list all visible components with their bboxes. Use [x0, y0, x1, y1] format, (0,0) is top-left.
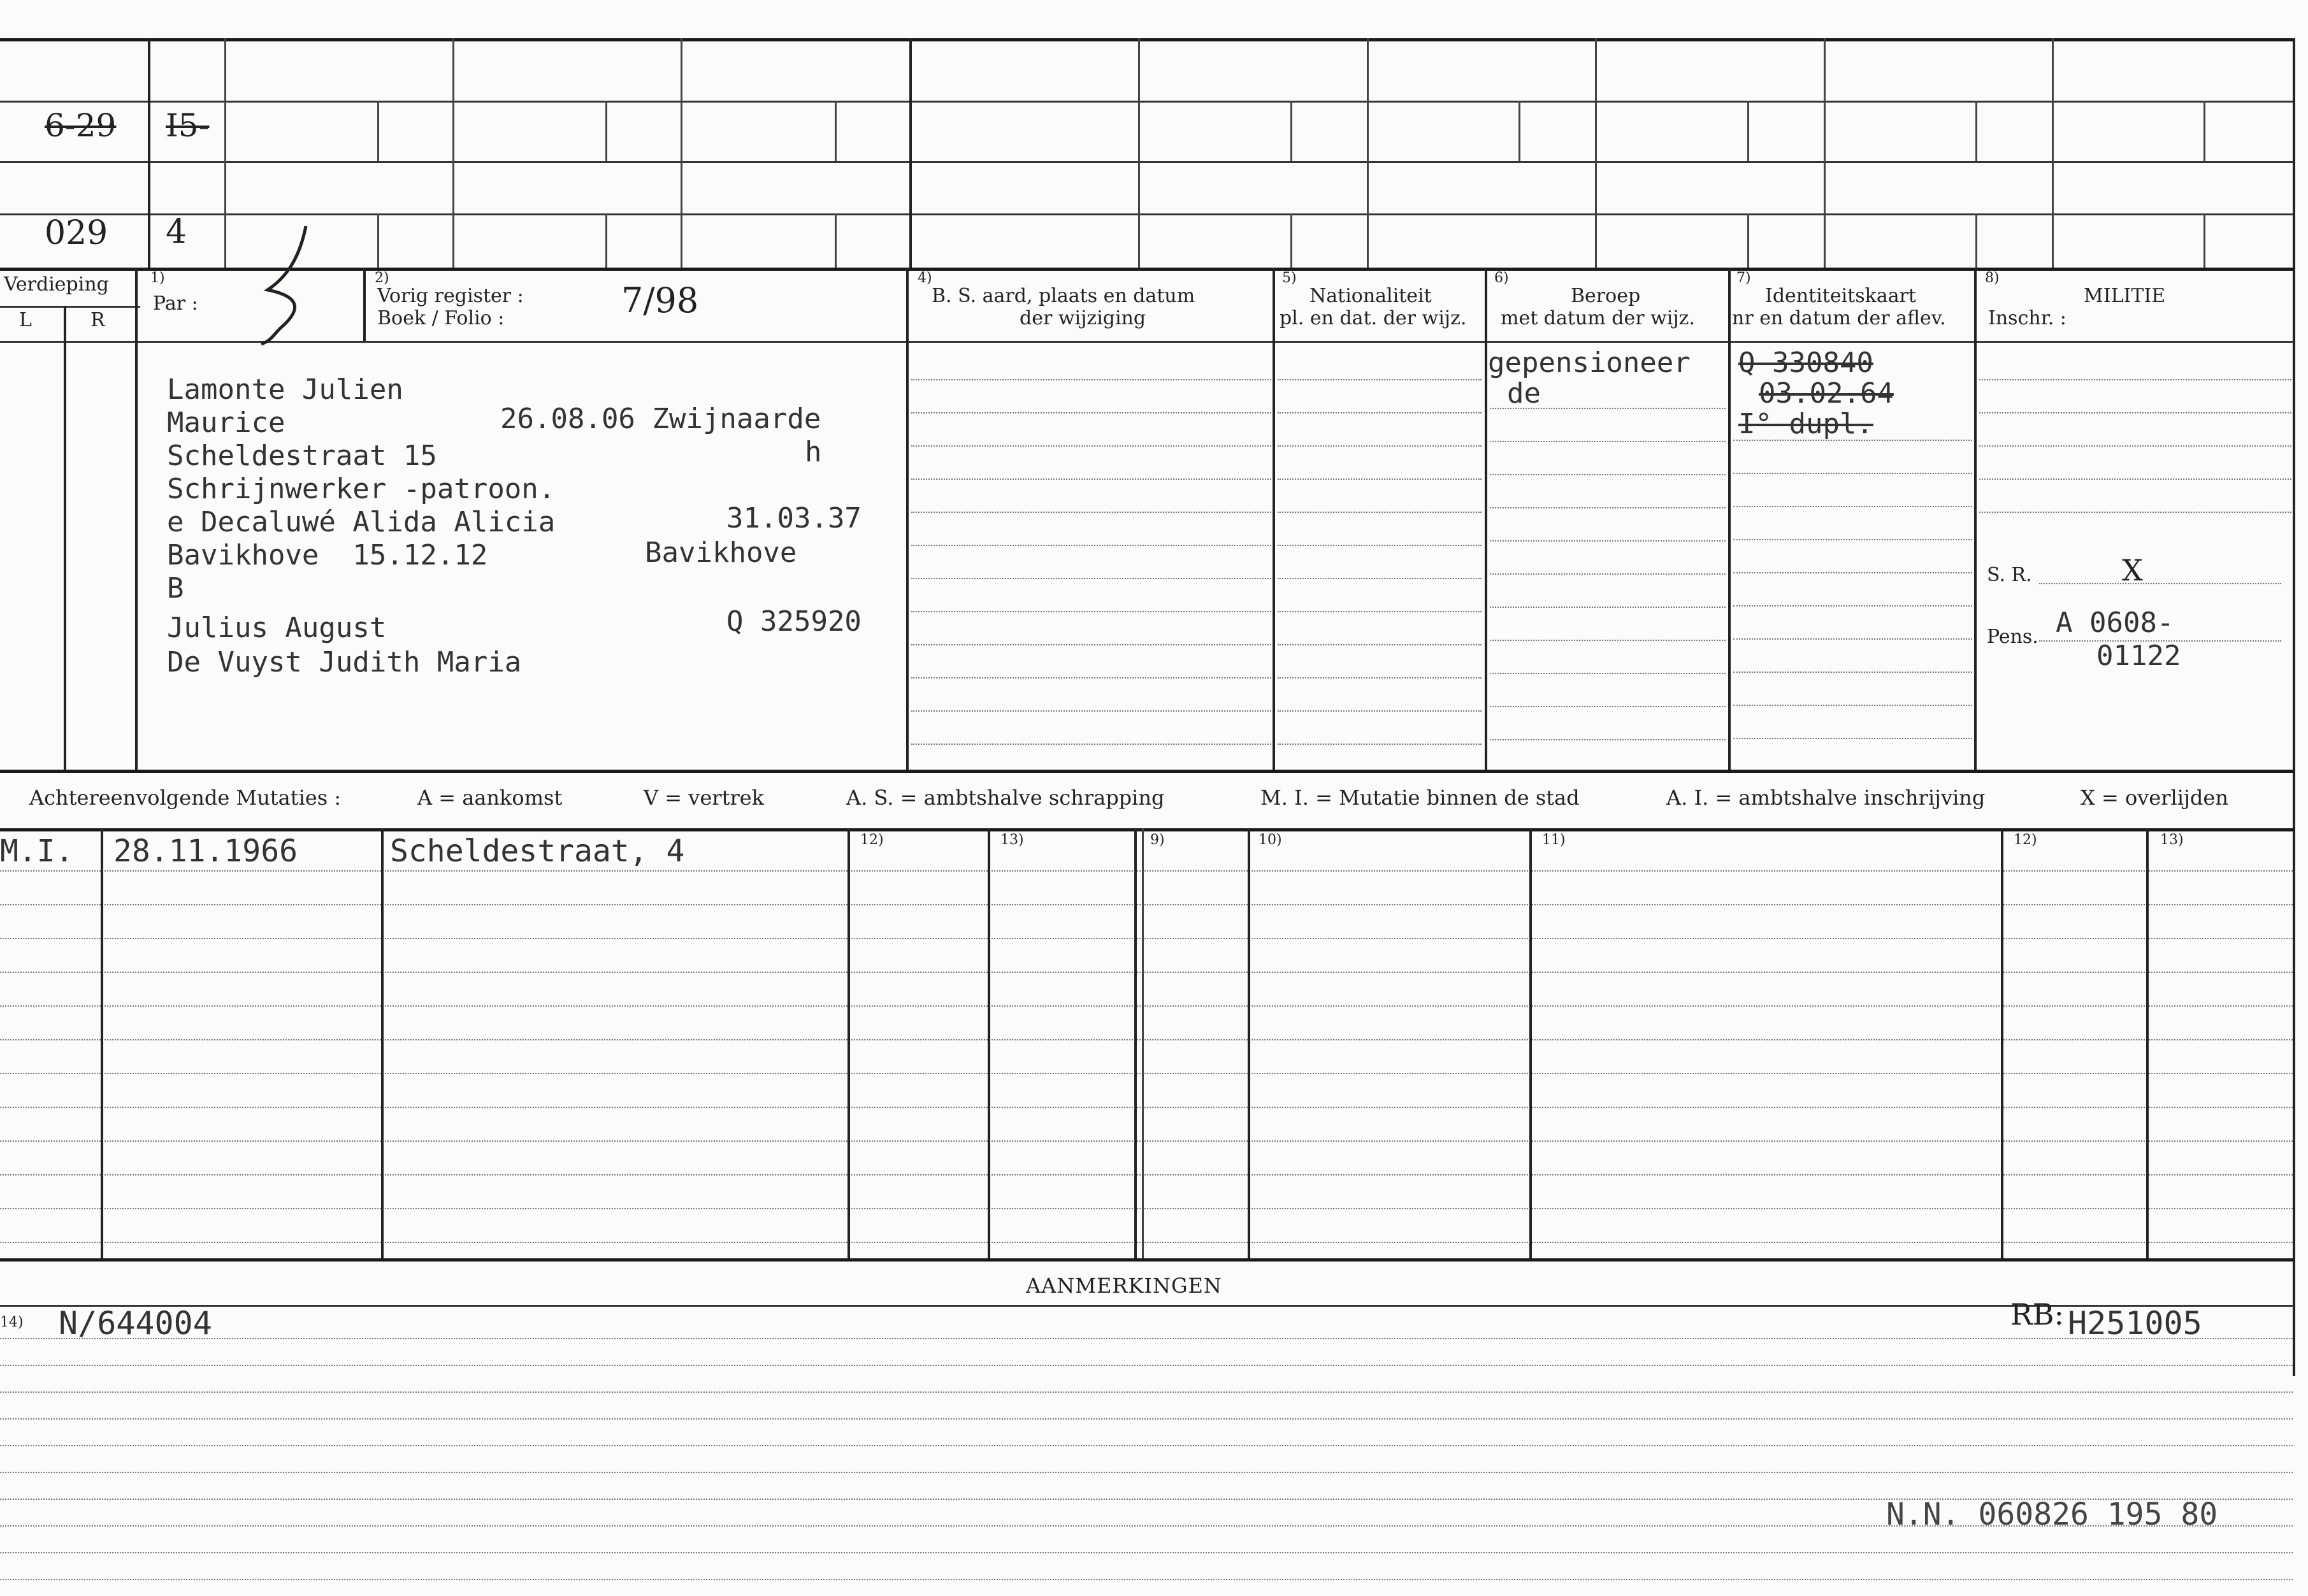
vorig-register-label: Vorig register : — [377, 285, 524, 307]
bs-header-1: B. S. aard, plaats en datum — [932, 285, 1195, 307]
ruled-line — [911, 512, 1271, 513]
ruled-line — [1979, 478, 2291, 480]
sr-dotline — [2039, 583, 2281, 584]
top-code: 029 — [45, 214, 108, 252]
ruled-line — [1278, 445, 1482, 447]
mother-name: De Vuyst Judith Maria — [167, 646, 522, 679]
col-divider — [906, 268, 909, 771]
top-grid-sub — [377, 101, 379, 161]
verdieping-split — [0, 306, 140, 308]
mut-col — [101, 828, 103, 1258]
ruled-line — [1278, 611, 1482, 612]
ruled-line — [911, 611, 1271, 612]
spouse-birthplace: Bavikhove — [645, 536, 797, 569]
right-border — [2293, 38, 2295, 1376]
top-code-2: 4 — [166, 213, 187, 251]
occupation-line: Schrijnwerker -patroon. — [167, 473, 556, 505]
top-grid-line-1 — [0, 101, 2294, 103]
militie-header: MILITIE — [2084, 285, 2166, 307]
mut-colnum: 13) — [2160, 832, 2184, 848]
top-grid-line-3 — [0, 213, 2294, 215]
ruled-line — [1979, 379, 2291, 380]
col-divider — [1974, 268, 1977, 771]
legend-as: A. S. = ambtshalve schrapping — [846, 786, 1165, 810]
pens-label: Pens. — [1987, 626, 2038, 648]
ruled-line — [1278, 710, 1482, 712]
legend-a: A = aankomst — [417, 786, 563, 810]
ruled-line — [1733, 605, 1972, 607]
top-grid-sub — [1367, 213, 1369, 268]
mut-col — [2001, 828, 2003, 1258]
ruled-line — [0, 1445, 2293, 1446]
legend-title: Achtereenvolgende Mutaties : — [29, 786, 342, 810]
ruled-line — [0, 1107, 2293, 1108]
mut-col — [847, 828, 850, 1258]
ruled-line — [1278, 412, 1482, 413]
mutation-top-line — [0, 828, 2294, 831]
mutation-date: 28.11.1966 — [113, 833, 298, 869]
nat-header-2: pl. en dat. der wijz. — [1280, 307, 1467, 329]
header-bottom-line-left — [0, 341, 140, 343]
mut-col — [1248, 828, 1250, 1258]
ruled-line — [911, 445, 1271, 447]
ruled-line — [1490, 474, 1726, 475]
ruled-line — [0, 972, 2293, 973]
spouse-date: 31.03.37 — [726, 502, 862, 535]
legend-x: X = overlijden — [2081, 786, 2228, 810]
ruled-line — [1490, 540, 1726, 542]
ruled-line — [1278, 677, 1482, 679]
birth-date-place: 26.08.06 Zwijnaarde — [500, 403, 821, 435]
ruled-line — [1733, 638, 1972, 640]
mut-col — [1134, 828, 1137, 1258]
ruled-line — [911, 677, 1271, 679]
remarks-title: AANMERKINGEN — [1026, 1274, 1222, 1298]
national-number: N.N. 060826 195 80 — [1886, 1497, 2218, 1532]
register-value: 7/98 — [621, 280, 699, 320]
ruled-line — [0, 1073, 2293, 1074]
spouse-birth: Bavikhove 15.12.12 — [167, 539, 488, 572]
field-number-4: 4) — [918, 270, 932, 286]
mut-col — [988, 828, 990, 1258]
beroep-header-2: met datum der wijz. — [1501, 307, 1695, 329]
field-number-5: 5) — [1282, 270, 1297, 286]
top-grid-v — [909, 38, 912, 268]
ruled-line — [0, 938, 2293, 939]
ruled-line — [0, 1039, 2293, 1040]
legend-mi: M. I. = Mutatie binnen de stad — [1260, 786, 1580, 810]
ruled-line — [911, 644, 1271, 645]
ruled-line — [0, 1391, 2293, 1393]
top-grid-sub — [605, 213, 607, 268]
top-grid-sub — [1290, 213, 1292, 268]
ruled-line — [1490, 607, 1726, 608]
address-line: Scheldestraat 15 — [167, 440, 437, 472]
top-grid-sub — [1518, 101, 1520, 161]
ruled-line — [1490, 441, 1726, 442]
verdieping-label: Verdieping — [4, 273, 109, 296]
q-number: Q 325920 — [726, 605, 862, 638]
top-grid-sub — [835, 213, 837, 268]
handwritten-mark — [242, 220, 344, 354]
top-grid-v — [681, 38, 682, 268]
mut-col — [1529, 828, 1532, 1258]
field-number-7: 7) — [1736, 270, 1751, 286]
ruled-line — [0, 1418, 2293, 1420]
id-card-date: 03.02.64 — [1759, 377, 1894, 410]
ruled-line — [0, 1338, 2293, 1339]
pens-dotline — [2039, 640, 2281, 642]
beroep-header-1: Beroep — [1571, 285, 1641, 307]
ruled-line — [1278, 578, 1482, 579]
mut-colnum: 12) — [2014, 832, 2037, 848]
col-divider — [1273, 268, 1275, 771]
top-grid-sub — [1975, 101, 1977, 161]
top-code-old-2: I5- — [166, 107, 210, 144]
top-grid-sub — [377, 213, 379, 268]
mut-col — [2146, 828, 2149, 1258]
ruled-line — [911, 379, 1271, 380]
header-top-line — [0, 268, 2294, 271]
mutation-code: M.I. — [0, 833, 74, 869]
ruled-line — [0, 904, 2293, 905]
top-grid-sub — [1975, 213, 1977, 268]
father-name: Julius August — [167, 612, 387, 644]
col-divider — [135, 268, 138, 771]
ruled-line — [911, 478, 1271, 480]
top-grid-sub — [2203, 213, 2205, 268]
sr-value: X — [2122, 553, 2143, 587]
ruled-line — [1490, 507, 1726, 508]
par-label: Par : — [153, 292, 198, 315]
field-number-2: 2) — [375, 270, 389, 286]
ruled-line — [0, 1472, 2293, 1473]
top-border — [0, 38, 2294, 41]
bs-header-2: der wijziging — [1020, 307, 1146, 329]
field-number-8: 8) — [1985, 270, 2000, 286]
field-number-1: 1) — [150, 270, 165, 286]
ruled-line — [0, 1140, 2293, 1142]
name-line: Lamonte Julien — [167, 373, 403, 406]
id-card-number: Q 330840 — [1738, 347, 1873, 379]
top-grid-v — [1138, 38, 1140, 268]
r-label: R — [90, 309, 105, 331]
remarks-reference: N/644004 — [59, 1305, 212, 1342]
ruled-line — [1733, 572, 1972, 573]
ruled-line — [1733, 738, 1972, 739]
mut-colnum: 9) — [1150, 832, 1165, 848]
boek-folio-label: Boek / Folio : — [377, 307, 505, 329]
top-grid-sub — [605, 101, 607, 161]
ruled-line — [0, 1174, 2293, 1175]
top-grid-sub — [1747, 101, 1749, 161]
ruled-line — [1979, 445, 2291, 447]
beroep-value-2: de — [1507, 377, 1541, 410]
ruled-line — [1979, 412, 2291, 413]
lr-divider — [64, 306, 66, 771]
mut-col — [381, 828, 384, 1258]
ruled-line — [0, 1005, 2293, 1007]
top-code-old: 6-29 — [45, 107, 117, 144]
ruled-line — [1733, 705, 1972, 706]
mut-col — [1142, 828, 1144, 1258]
ruled-line — [1278, 744, 1482, 745]
ruled-line — [1490, 673, 1726, 674]
ruled-line — [911, 744, 1271, 745]
ruled-line — [1278, 644, 1482, 645]
top-grid-v — [452, 38, 454, 268]
sr-label: S. R. — [1987, 564, 2032, 586]
ruled-line — [1979, 512, 2291, 513]
l-label: L — [19, 309, 32, 331]
b-line: B — [167, 572, 184, 605]
rb-value: H251005 — [2068, 1305, 2202, 1342]
beroep-value-1: gepensioneer — [1488, 347, 1691, 379]
legend-v: V = vertrek — [644, 786, 765, 810]
ruled-line — [1278, 512, 1482, 513]
mut-colnum: 12) — [860, 832, 884, 848]
ruled-line — [911, 412, 1271, 413]
remarks-line — [0, 1305, 2294, 1307]
pens-value-2: 01122 — [2096, 640, 2181, 672]
field-number-6: 6) — [1494, 270, 1509, 286]
col-divider — [1485, 268, 1487, 771]
ruled-line — [1733, 473, 1972, 474]
mutation-address: Scheldestraat, 4 — [390, 833, 685, 869]
body-bottom-line — [0, 770, 2294, 773]
ruled-line — [911, 710, 1271, 712]
top-grid-v — [2052, 38, 2054, 268]
ruled-line — [911, 545, 1271, 546]
header-bottom-line — [140, 341, 2294, 343]
top-grid-sub — [1290, 101, 1292, 161]
inschr-label: Inschr. : — [1988, 307, 2066, 329]
ruled-line — [0, 1579, 2293, 1580]
col-divider — [363, 268, 366, 341]
top-grid-sub — [835, 101, 837, 161]
h-mark: h — [805, 436, 822, 468]
top-grid-line-2 — [0, 161, 2294, 163]
ruled-line — [1490, 640, 1726, 641]
mut-colnum: 13) — [1000, 832, 1024, 848]
mut-colnum: 11) — [1542, 832, 1566, 848]
top-grid-sub — [2203, 101, 2205, 161]
ruled-line — [1278, 545, 1482, 546]
ruled-line — [0, 1365, 2293, 1366]
ruled-line — [1733, 506, 1972, 507]
top-grid-v — [1824, 38, 1826, 268]
ruled-line — [1490, 739, 1726, 740]
ruled-line — [1278, 478, 1482, 480]
rb-label: RB: — [2010, 1297, 2064, 1332]
ruled-line — [911, 578, 1271, 579]
ruled-line — [1490, 573, 1726, 575]
col-divider — [1728, 268, 1731, 771]
id-card-dupl: I° dupl. — [1738, 408, 1873, 440]
ruled-line — [0, 1552, 2293, 1553]
ruled-line — [1733, 539, 1972, 540]
id-header-1: Identiteitskaart — [1765, 285, 1916, 307]
pens-value-1: A 0608- — [2056, 607, 2174, 639]
mut-colnum: 10) — [1259, 832, 1282, 848]
ruled-line — [0, 1242, 2293, 1243]
mutation-bottom-line — [0, 1258, 2294, 1262]
top-grid-v — [1595, 38, 1597, 268]
ruled-line — [1490, 706, 1726, 707]
ruled-line — [0, 1208, 2293, 1209]
ruled-line — [1733, 672, 1972, 673]
spouse-name: e Decaluwé Alida Alicia — [167, 506, 556, 538]
ruled-line — [0, 870, 2293, 872]
nat-header-1: Nationaliteit — [1309, 285, 1432, 307]
top-grid-sub — [1747, 213, 1749, 268]
legend-ai: A. I. = ambtshalve inschrijving — [1666, 786, 1986, 810]
id-header-2: nr en datum der aflev. — [1732, 307, 1946, 329]
ruled-line — [1278, 379, 1482, 380]
top-grid-v — [148, 38, 150, 268]
name-line-2: Maurice — [167, 406, 285, 439]
field-number-14: 14) — [0, 1314, 24, 1330]
top-grid-v — [224, 38, 226, 268]
